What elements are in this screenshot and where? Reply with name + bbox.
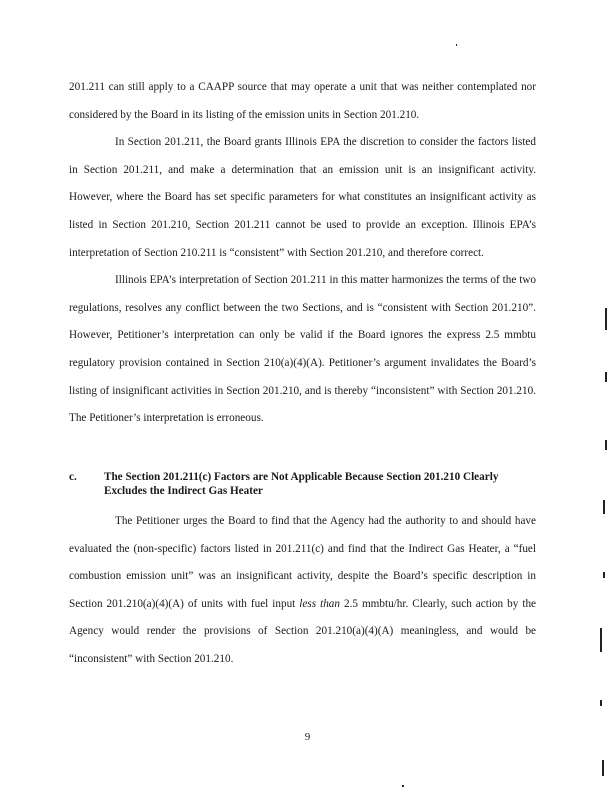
paragraph-interpretation: Illinois EPA’s interpretation of Section 201.211 in this matter harmonizes the terms of the two regulations, resolves any conflict between the two Sections, and is “consistent with Section 201.210”. However, Petitioner’s interpretation can only be valid if the Board ignores the express 2.5 mmbtu regulatory provision contained in Section 210(a)(4)(A). Petitioner’s argument invalidates the Board’s listing of insignificant activities in Section 201.210, and is thereby “inconsistent” with Section 201.210. The Petitioner’s interpretation is erroneous. (69, 274, 536, 425)
paragraph-text-start: The Petitioner urges the Board to find that the Agency had the authority to and should have evaluated the (non-specific) factors listed in 201.211(c) and find that the Indirect Gas Heater, a “fuel combustion emission unit” was an insignificant activity, despite the Board’s specific description in Section 201.210(a)(4)(A) of units with fuel input (69, 515, 536, 610)
paragraph-section-201-211: In Section 201.211, the Board grants Illinois EPA the discretion to consider the factors listed in Section 201.211, and make a determination that an emission unit is an insignificant activity. However, where the Board has set specific parameters for what constitutes an insignificant activity as listed in Section 201.210, Section 201.211 cannot be used to provide an exception. Illinois EPA’s interpretation of Section 210.211 is “consistent” with Section 201.210, and therefore correct. (69, 136, 536, 259)
body-text-upper (69, 74, 536, 433)
scan-edge-mark (605, 440, 607, 450)
scan-edge-mark (605, 308, 607, 330)
scan-speck (456, 44, 457, 46)
scan-edge-mark (600, 628, 602, 652)
paragraph-continuation: 201.211 can still apply to a CAAPP source that may operate a unit that was neither contemplated nor considered by the Board in its listing of the emission units in Section 201.210. (69, 81, 536, 121)
scan-speck (402, 785, 404, 787)
scan-edge-mark (605, 372, 607, 382)
body-text-lower (69, 508, 536, 674)
paragraph-text-end: 2.5 mmbtu/hr. Clearly, such action by the Agency would render the provisions of Section 201.210(a)(4)(A) meaningless, and would be “inconsistent” with Section 201.210. (69, 597, 536, 665)
paragraph-petitioner-argument (69, 508, 536, 674)
scan-edge-mark (602, 760, 604, 776)
page-number: 9 (304, 731, 311, 743)
scan-edge-mark (603, 500, 605, 514)
section-title: The Section 201.211(c) Factors are Not Applicable Because Section 201.210 Clearly Excludes the Indirect Gas Heater (104, 471, 499, 497)
scan-edge-mark (603, 572, 605, 578)
section-letter: c. (69, 471, 77, 483)
emphasis-less-than: less than (299, 597, 340, 610)
section-heading (69, 470, 536, 498)
scan-edge-mark (600, 700, 602, 706)
